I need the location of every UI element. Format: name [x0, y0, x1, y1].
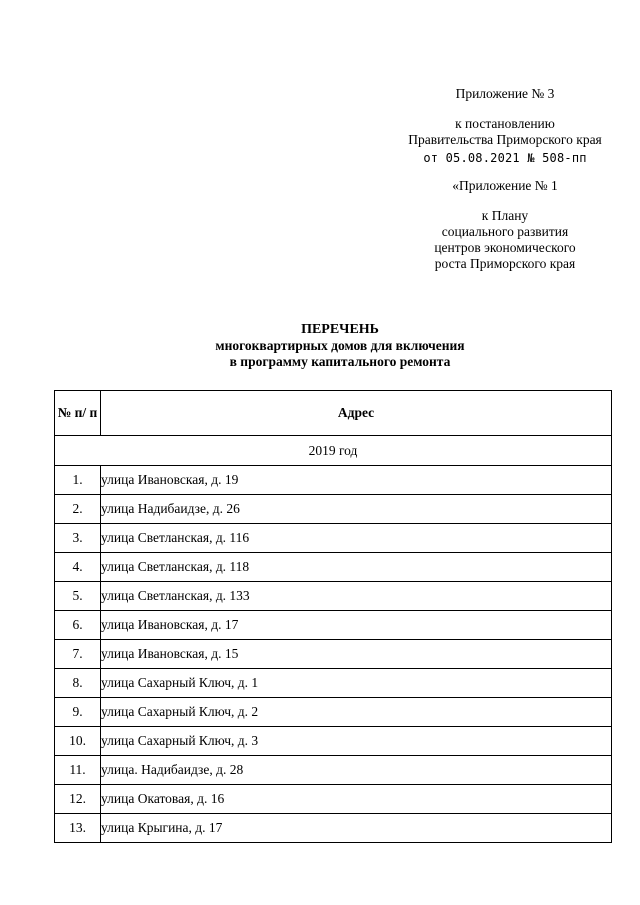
row-address: улица Ивановская, д. 15 — [101, 640, 612, 669]
row-address: улица Надибаидзе, д. 26 — [101, 495, 612, 524]
table-row — [55, 756, 612, 785]
buildings-table — [54, 390, 612, 843]
row-address: улица Ивановская, д. 17 — [101, 611, 612, 640]
table-row — [55, 524, 612, 553]
row-address: улица. Надибаидзе, д. 28 — [101, 756, 612, 785]
column-header-number: № п/ п — [55, 391, 101, 436]
row-number: 9. — [55, 698, 101, 727]
row-number: 5. — [55, 582, 101, 611]
document-title: ПЕРЕЧЕНЬ — [301, 322, 379, 337]
table-row — [55, 698, 612, 727]
table-header-row — [55, 391, 612, 436]
row-address: улица Окатовая, д. 16 — [101, 785, 612, 814]
column-header-address: Адрес — [101, 391, 612, 436]
row-number: 1. — [55, 466, 101, 495]
table-row — [55, 495, 612, 524]
row-number: 6. — [55, 611, 101, 640]
row-address: улица Сахарный Ключ, д. 3 — [101, 727, 612, 756]
row-address: улица Светланская, д. 118 — [101, 553, 612, 582]
table-row — [55, 553, 612, 582]
table-row — [55, 785, 612, 814]
plan-line: центров экономического — [434, 240, 576, 255]
plan-line: к Плану — [481, 208, 529, 223]
table-row — [55, 582, 612, 611]
appendix-number: Приложение № 3 — [455, 86, 555, 101]
plan-reference — [380, 208, 630, 272]
row-number: 13. — [55, 814, 101, 843]
row-number: 7. — [55, 640, 101, 669]
plan-line: роста Приморского края — [434, 256, 576, 271]
document-subtitle: многоквартирных домов для включения — [215, 338, 465, 353]
document-subtitle: в программу капитального ремонта — [229, 354, 451, 369]
appendix-header — [380, 86, 630, 102]
plan-line: социального развития — [441, 224, 569, 239]
row-address: улица Сахарный Ключ, д. 2 — [101, 698, 612, 727]
plan-appendix-reference — [380, 178, 630, 194]
table-row — [55, 727, 612, 756]
row-number: 3. — [55, 524, 101, 553]
row-number: 12. — [55, 785, 101, 814]
resolution-date-number: от 05.08.2021 № 508-пп — [423, 151, 587, 165]
table-row — [55, 669, 612, 698]
row-number: 4. — [55, 553, 101, 582]
resolution-reference — [380, 116, 630, 166]
row-number: 11. — [55, 756, 101, 785]
document-heading — [130, 322, 550, 370]
row-address: улица Светланская, д. 116 — [101, 524, 612, 553]
table-row — [55, 611, 612, 640]
row-address: улица Сахарный Ключ, д. 1 — [101, 669, 612, 698]
row-address: улица Светланская, д. 133 — [101, 582, 612, 611]
row-address: улица Крыгина, д. 17 — [101, 814, 612, 843]
row-number: 8. — [55, 669, 101, 698]
resolution-line: к постановлению — [455, 116, 555, 131]
row-address: улица Ивановская, д. 19 — [101, 466, 612, 495]
row-number: 10. — [55, 727, 101, 756]
table-row — [55, 640, 612, 669]
table-row — [55, 814, 612, 843]
row-number: 2. — [55, 495, 101, 524]
plan-appendix-number: «Приложение № 1 — [452, 178, 558, 193]
resolution-line: Правительства Приморского края — [408, 132, 602, 147]
table-row — [55, 466, 612, 495]
year-label: 2019 год — [55, 436, 612, 466]
year-row — [55, 436, 612, 466]
